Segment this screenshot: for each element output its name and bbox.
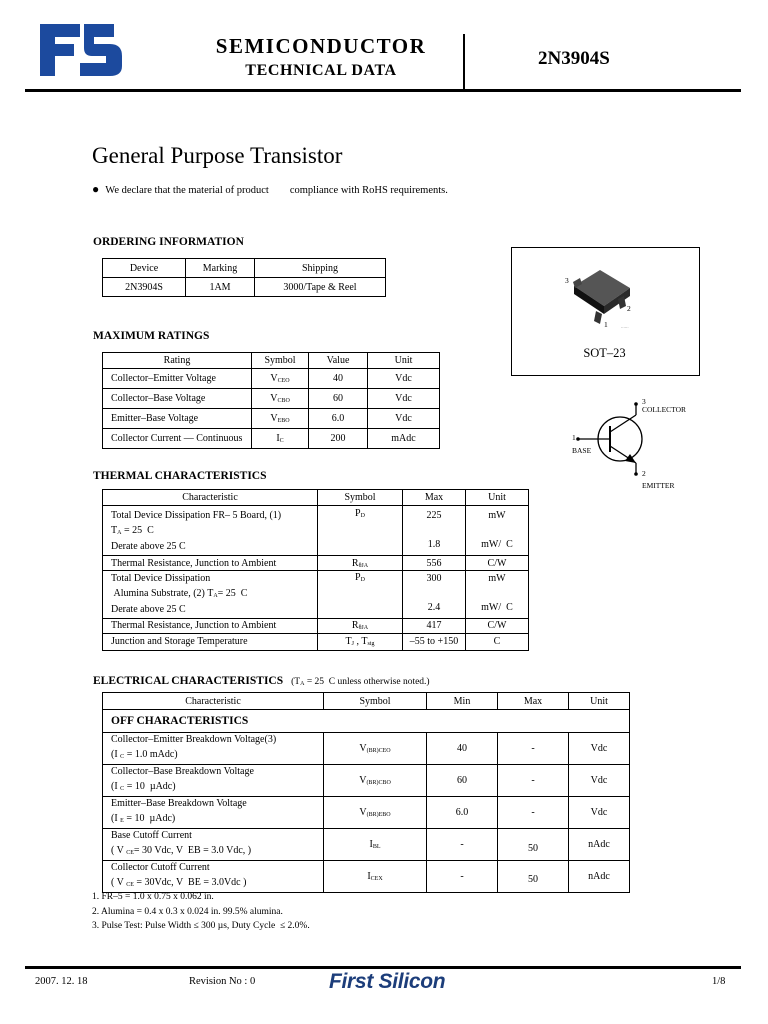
header-subtitle: TECHNICAL DATA (245, 62, 397, 79)
thermal-symbol: $T_J$ , $T_{stg}$ (318, 633, 403, 650)
electrical-unit: nAdc (569, 861, 630, 893)
rating-symbol: $I_C$ (252, 429, 309, 449)
max-ratings-header: Rating (103, 353, 252, 369)
ordering-cell: 1AM (186, 278, 255, 297)
electrical-max: 50 (498, 861, 569, 893)
rating-name: Collector–Base Voltage (103, 389, 252, 409)
thermal-header: Unit (466, 490, 529, 506)
thermal-header: Symbol (318, 490, 403, 506)
document-title: General Purpose Transistor (92, 143, 343, 168)
max-ratings-heading: MAXIMUM RATINGS (93, 330, 210, 342)
thermal-max: 300 2.4 (403, 571, 466, 619)
electrical-min: 40 (427, 733, 498, 765)
thermal-header: Max (403, 490, 466, 506)
thermal-unit: C/W (466, 618, 529, 633)
electrical-characteristic: Emitter–Base Breakdown Voltage (I $_E$ = 10 µAdc) (103, 797, 324, 829)
footnote: 1. FR–5 = 1.0 x 0.75 x 0.062 in. (92, 892, 214, 902)
electrical-max: - (498, 733, 569, 765)
electrical-characteristic: Collector Cutoff Current ( V $_{CE}$ = 30Vdc, V BE = 3.0Vdc ) (103, 861, 324, 893)
electrical-min: 6.0 (427, 797, 498, 829)
rating-unit: Vdc (368, 369, 440, 389)
max-ratings-table (102, 352, 440, 449)
electrical-min: - (427, 861, 498, 893)
thermal-unit: C (466, 633, 529, 650)
rohs-note (92, 182, 448, 197)
electrical-header: Max (498, 693, 569, 710)
electrical-header: Min (427, 693, 498, 710)
package-pin-1: 1 (604, 320, 608, 329)
ordering-cell: 3000/Tape & Reel (255, 278, 386, 297)
max-ratings-header: Unit (368, 353, 440, 369)
electrical-unit: nAdc (569, 829, 630, 861)
thermal-max: 225 1.8 (403, 506, 466, 556)
electrical-max: - (498, 765, 569, 797)
footer-date: 2007. 12. 18 (35, 976, 88, 987)
thermal-header: Characteristic (103, 490, 318, 506)
footer-brand-logo: First Silicon (329, 970, 446, 993)
thermal-characteristic: Total Device Dissipation FR– 5 Board, (1) $T_A = 25$ C Derate above 25 C (103, 506, 318, 556)
electrical-condition: ($T_A = 25$ C unless otherwise noted.) (291, 677, 430, 687)
npn-transistor-symbol-icon (570, 398, 650, 480)
rating-name: Emitter–Base Voltage (103, 409, 252, 429)
electrical-header: Symbol (324, 693, 427, 710)
max-ratings-header: Value (309, 353, 368, 369)
off-characteristics-heading: OFF CHARACTERISTICS (103, 710, 630, 733)
rating-value: 40 (309, 369, 368, 389)
electrical-unit: Vdc (569, 765, 630, 797)
footnote: 3. Pulse Test: Pulse Width ≤ 300 µs, Duty Cycle ≤ 2.0%. (92, 921, 310, 931)
footer-revision: Revision No : 0 (189, 976, 256, 987)
rating-value: 200 (309, 429, 368, 449)
electrical-min: - (427, 829, 498, 861)
header-part-number: 2N3904S (538, 48, 610, 69)
electrical-heading-line (93, 671, 430, 689)
ordering-heading: ORDERING INFORMATION (93, 236, 244, 248)
footer-page-number: 1/8 (712, 976, 726, 987)
thermal-max: 556 (403, 556, 466, 571)
ordering-header: Marking (186, 259, 255, 278)
electrical-symbol: $V_{(BR)EBO}$ (324, 797, 427, 829)
rating-value: 6.0 (309, 409, 368, 429)
header-divider (463, 34, 465, 90)
collector-label: COLLECTOR (642, 405, 687, 414)
electrical-characteristic: Collector–Base Breakdown Voltage (I $_C$ = 10 µAdc) (103, 765, 324, 797)
electrical-symbol: $V_{(BR)CBO}$ (324, 765, 427, 797)
thermal-max: –55 to +150 (403, 633, 466, 650)
electrical-max: - (498, 797, 569, 829)
rating-name: Collector Current — Continuous (103, 429, 252, 449)
rating-value: 60 (309, 389, 368, 409)
header-rule (25, 89, 741, 92)
electrical-header: Characteristic (103, 693, 324, 710)
electrical-characteristic: Collector–Emitter Breakdown Voltage(3) (I $_C$ = 1.0 mAdc) (103, 733, 324, 765)
thermal-unit: C/W (466, 556, 529, 571)
thermal-characteristic: Junction and Storage Temperature (103, 633, 318, 650)
thermal-symbol: $R_{\theta JA}$ (318, 618, 403, 633)
thermal-symbol: $R_{\theta JA}$ (318, 556, 403, 571)
rating-name: Collector–Emitter Voltage (103, 369, 252, 389)
bullet-icon: ● (92, 182, 100, 196)
electrical-symbol: $I_{BL}$ (324, 829, 427, 861)
collector-pin-number: 3 (642, 397, 646, 406)
footnote: 2. Alumina = 0.4 x 0.3 x 0.024 in. 99.5% alumina. (92, 907, 283, 917)
thermal-table (102, 489, 529, 651)
rating-unit: mAdc (368, 429, 440, 449)
rohs-text: We declare that the material of product compliance with RoHS requirements. (105, 185, 448, 196)
thermal-heading: THERMAL CHARACTERISTICS (93, 470, 267, 482)
rating-symbol: $V_{CBO}$ (252, 389, 309, 409)
emitter-pin-number: 2 (642, 469, 646, 478)
thermal-characteristic: Thermal Resistance, Junction to Ambient (103, 618, 318, 633)
electrical-heading: ELECTRICAL CHARACTERISTICS (93, 675, 284, 687)
fs-logo (40, 22, 124, 78)
max-ratings-header: Symbol (252, 353, 309, 369)
electrical-max: 50 (498, 829, 569, 861)
base-pin-number: 1 (572, 433, 576, 442)
emitter-label: EMITTER (642, 481, 675, 490)
thermal-unit: mW mW/ C (466, 506, 529, 556)
svg-text:......: ...... (621, 324, 629, 329)
electrical-header: Unit (569, 693, 630, 710)
thermal-characteristic: Thermal Resistance, Junction to Ambient (103, 556, 318, 571)
electrical-symbol: $V_{(BR)CEO}$ (324, 733, 427, 765)
rating-unit: Vdc (368, 409, 440, 429)
thermal-unit: mW mW/ C (466, 571, 529, 619)
thermal-max: 417 (403, 618, 466, 633)
ordering-table (102, 258, 386, 297)
electrical-symbol: $I_{CEX}$ (324, 861, 427, 893)
thermal-symbol: $P_D$ (318, 506, 403, 556)
electrical-characteristic: Base Cutoff Current ( V $_{CE}$= 30 Vdc, V EB = 3.0 Vdc, ) (103, 829, 324, 861)
electrical-unit: Vdc (569, 797, 630, 829)
base-label: BASE (572, 446, 592, 455)
footer-rule (25, 966, 741, 969)
header-company: SEMICONDUCTOR (215, 34, 427, 58)
package-pin-2: 2 (627, 304, 631, 313)
package-pin-3: 3 (565, 276, 569, 285)
thermal-characteristic: Total Device Dissipation Alumina Substrate, (2) $T_A= 25$ C Derate above 25 C (103, 571, 318, 619)
ordering-header: Device (103, 259, 186, 278)
electrical-table (102, 692, 630, 893)
package-name: SOT–23 (583, 346, 626, 360)
thermal-symbol: $P_D$ (318, 571, 403, 619)
rating-symbol: $V_{EBO}$ (252, 409, 309, 429)
rating-unit: Vdc (368, 389, 440, 409)
electrical-unit: Vdc (569, 733, 630, 765)
rating-symbol: $V_{CEO}$ (252, 369, 309, 389)
ordering-cell: 2N3904S (103, 278, 186, 297)
ordering-header: Shipping (255, 259, 386, 278)
electrical-min: 60 (427, 765, 498, 797)
